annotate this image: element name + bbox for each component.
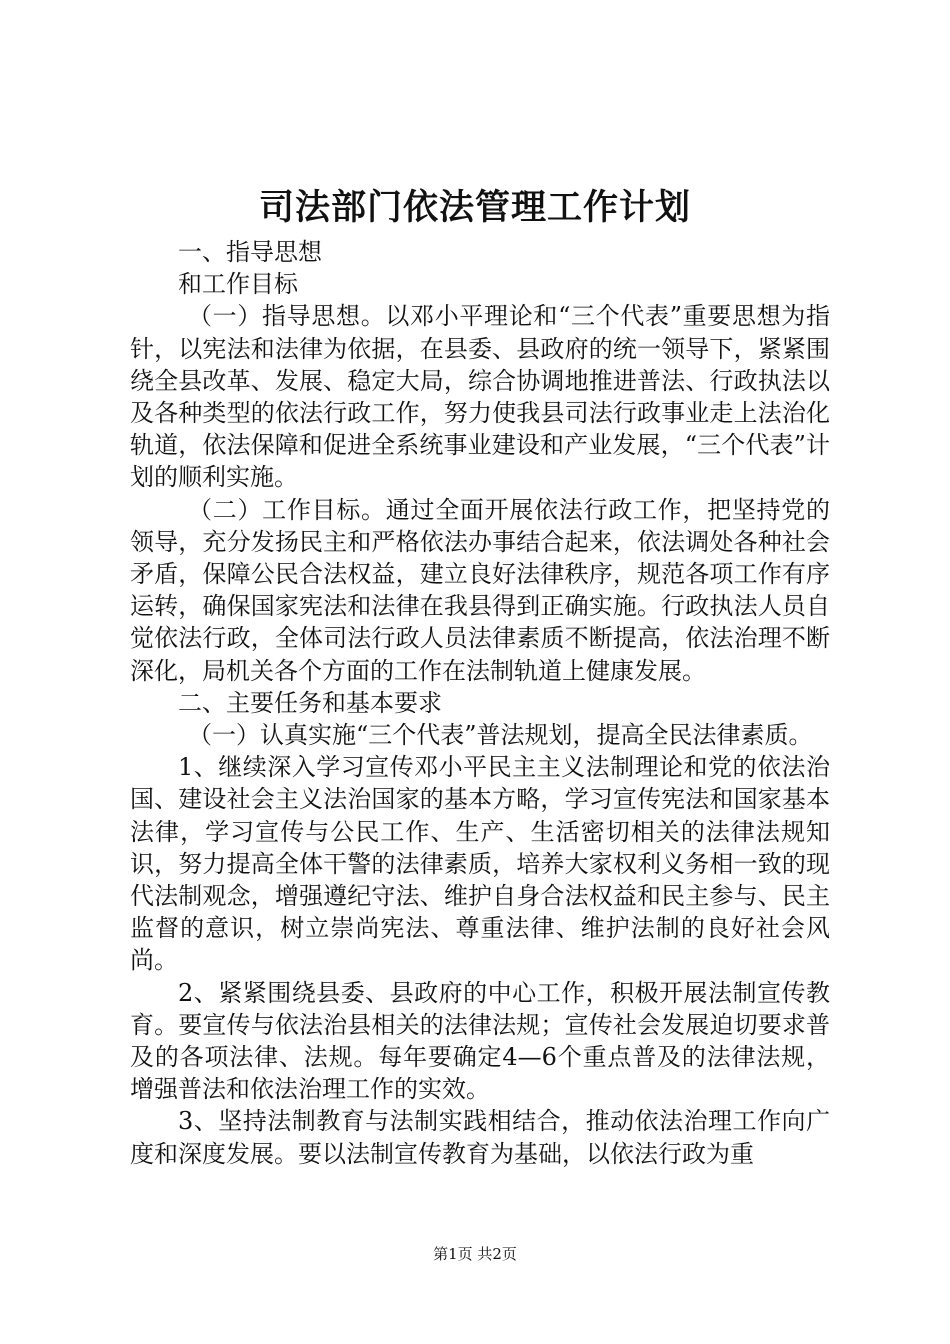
section-heading-1: 一、指导思想 bbox=[178, 238, 322, 266]
page-footer: 第1页 共2页 bbox=[433, 1245, 517, 1263]
section-heading-2: 二、主要任务和基本要求 bbox=[178, 688, 442, 717]
paragraph-work-goal: （二）工作目标。通过全面开展依法行政工作，把坚持党的领导，充分发扬民主和严格依法办事结合起来，依法调处各种社会矛盾，保障公民合法权益，建立良好法律秩序，规范各项工作有序运转，确保国家宪法和法律在我县得到正确实施。行政执法人员自觉依法行政，全体司法行政人员法律素质不断提高，依法治理不断深化，局机关各个方面的工作在法制轨道上健康发展。 bbox=[130, 495, 830, 685]
document-body bbox=[130, 236, 830, 1170]
paragraph-guiding-thought: （一）指导思想。以邓小平理论和“三个代表”重要思想为指针，以宪法和法律为依据，在县委、县政府的统一领导下，紧紧围绕全县改革、发展、稳定大局，综合协调地推进普法、行政执法以及各种类型的依法行政工作，努力使我县司法行政事业走上法治化轨道，依法保障和促进全系统事业建设和产业发展，“三个代表”计划的顺利实施。 bbox=[130, 302, 830, 492]
paragraph-subheading-1: （一）认真实施“三个代表”普法规划，提高全民法律素质。 bbox=[188, 721, 813, 750]
document-title: 司法部门依法管理工作计划 bbox=[258, 187, 691, 228]
paragraph-item-2: 2、紧紧围绕县委、县政府的中心工作，积极开展法制宣传教育。要宣传与依法治县相关的法律法规；宣传社会发展迫切要求普及的各项法律、法规。每年要确定4—6个重点普及的法律法规，增强普法和依法治理工作的实效。 bbox=[130, 978, 830, 1104]
paragraph-item-3: 3、坚持法制教育与法制实践相结合，推动依法治理工作向广度和深度发展。要以法制宣传教育为基础，以依法行政为重 bbox=[130, 1107, 830, 1168]
section-heading-1-continued: 和工作目标 bbox=[178, 270, 298, 299]
paragraph-item-1: 1、继续深入学习宣传邓小平民主主义法制理论和党的依法治国、建设社会主义法治国家的基本方略，学习宣传宪法和国家基本法律，学习宣传与公民工作、生产、生活密切相关的法律法规知识，努力提高全体干警的法律素质，培养大家权利义务相一致的现代法制观念，增强遵纪守法、维护自身合法权益和民主参与、民主监督的意识，树立崇尚宪法、尊重法律、维护法制的良好社会风尚。 bbox=[130, 753, 830, 975]
